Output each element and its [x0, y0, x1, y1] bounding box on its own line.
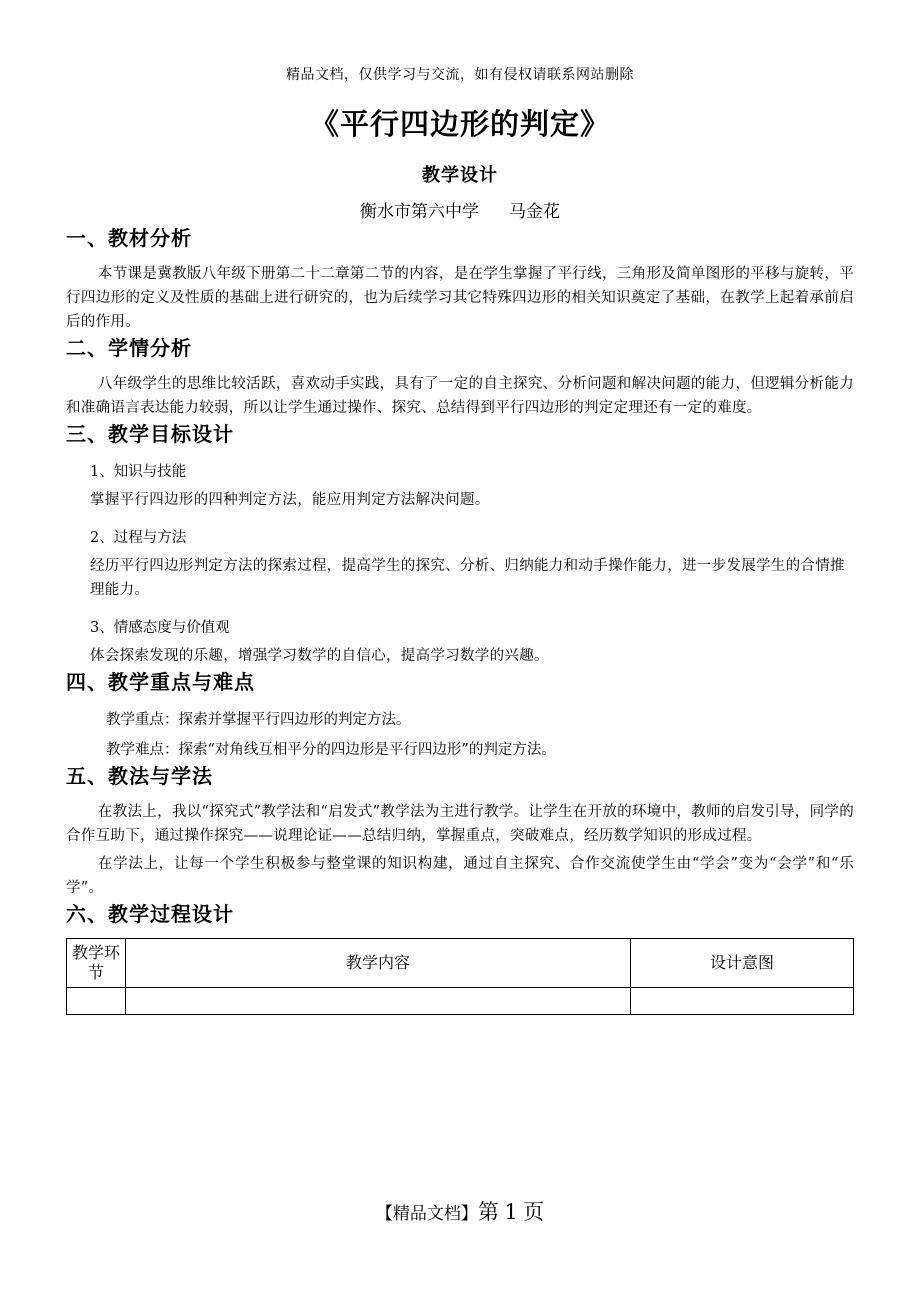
section-paragraph: 本节课是冀教版八年级下册第二十二章第二节的内容，是在学生掌握了平行线，三角形及简单图形的平移与旋转，平行四边形的定义及性质的基础上进行研究的，也为后续学习其它特殊四边形的相关知识奠定了基础，在教学上起着承前启后的作用。 — [66, 266, 854, 330]
section-paragraph: 八年级学生的思维比较活跃，喜欢动手实践，具有了一定的自主探究、分析问题和解决问题的能力，但逻辑分析能力和准确语言表达能力较弱，所以让学生通过操作、探究、总结得到平行四边形的判定定理还有一定的难度。 — [66, 376, 854, 416]
objective-text: 体会探索发现的乐趣，增强学习数学的自信心，提高学习数学的兴趣。 — [90, 648, 549, 664]
document-subtitle: 教学设计 — [422, 165, 498, 186]
section-heading-methods: 五、教法与学法 — [66, 764, 213, 788]
objective-label: 3、情感态度与价值观 — [90, 620, 230, 636]
table-cell — [631, 988, 854, 1015]
page-suffix: 页 — [523, 1200, 545, 1224]
table-row — [67, 988, 854, 1015]
table-header-row — [67, 939, 854, 988]
header-note: 精品文档，仅供学习与交流，如有侵权请联系网站删除 — [286, 67, 634, 83]
footer-label: 【精品文档】 — [375, 1204, 478, 1224]
section-heading-student-analysis: 二、学情分析 — [66, 336, 192, 360]
table-header-cell: 教学内容 — [126, 939, 631, 988]
author-line — [66, 200, 854, 224]
document-title: 《平行四边形的判定》 — [309, 107, 610, 141]
objective-label: 2、过程与方法 — [90, 530, 187, 546]
table-header-cell: 设计意图 — [631, 939, 854, 988]
table-cell — [126, 988, 631, 1015]
section-paragraph: 在教法上，我以“探究式”教学法和“启发式”教学法为主进行教学。让学生在开放的环境中，教师的启发引导，同学的合作互助下，通过操作探究——说理论证——总结归纳，掌握重点，突破难点，经历数学知识的形成过程。 — [66, 804, 854, 844]
page-number: 1 — [504, 1200, 518, 1224]
table-cell — [67, 988, 126, 1015]
page-footer — [0, 1196, 920, 1226]
table-header-cell: 教学环节 — [67, 939, 126, 988]
objective-text: 掌握平行四边形的四种判定方法，能应用判定方法解决问题。 — [90, 492, 490, 508]
difficult-point: 教学难点：探索“对角线互相平分的四边形是平行四边形”的判定方法。 — [106, 742, 556, 758]
author-name: 马金花 — [509, 202, 560, 222]
key-point: 教学重点：探索并掌握平行四边形的判定方法。 — [106, 712, 411, 728]
page-prefix: 第 — [477, 1200, 499, 1224]
objective-label: 1、知识与技能 — [90, 464, 187, 480]
objective-text: 经历平行四边形判定方法的探索过程，提高学生的探究、分析、归纳能力和动手操作能力，进一步发展学生的合情推理能力。 — [90, 558, 845, 598]
section-heading-process-design: 六、教学过程设计 — [66, 902, 234, 926]
author-school: 衡水市第六中学 — [360, 202, 479, 222]
section-heading-teaching-objectives: 三、教学目标设计 — [66, 422, 234, 446]
process-table — [66, 938, 854, 1015]
section-heading-key-difficult-points: 四、教学重点与难点 — [66, 670, 255, 694]
section-paragraph: 在学法上，让每一个学生积极参与整堂课的知识构建，通过自主探究、合作交流使学生由“学会”变为“会学”和“乐学”。 — [66, 856, 854, 896]
section-heading-textbook-analysis: 一、教材分析 — [66, 226, 192, 250]
